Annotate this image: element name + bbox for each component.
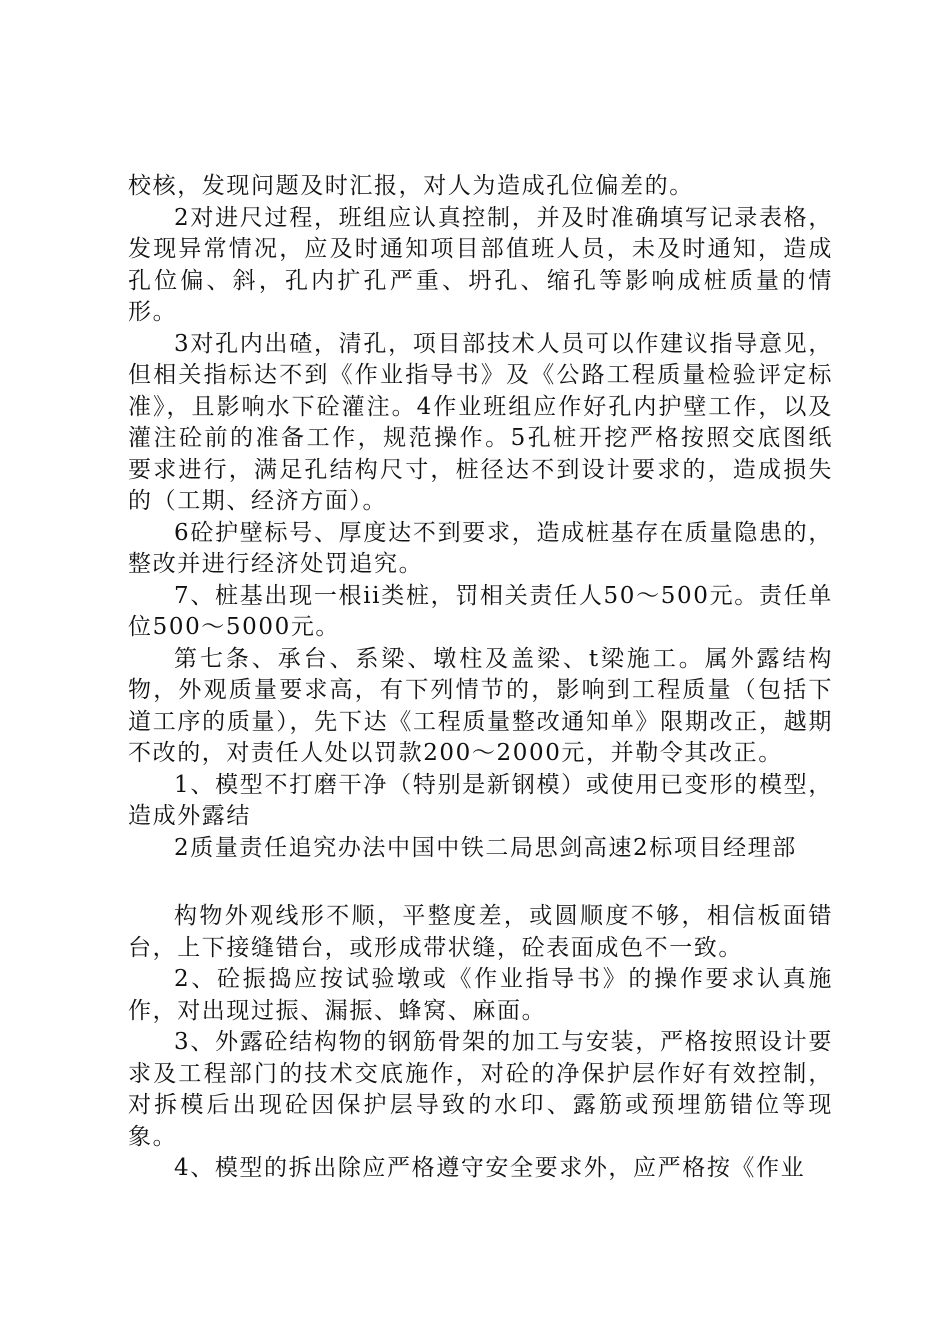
- paragraph: 2、砼振捣应按试验墩或《作业指导书》的操作要求认真施作，对出现过振、漏振、蜂窝、麻面。: [128, 966, 833, 1024]
- paragraph: 构物外观线形不顺，平整度差，或圆顺度不够，相信板面错台，上下接缝错台，或形成带状缝，砼表面成色不一致。: [128, 903, 833, 961]
- text-block-bottom: [128, 901, 833, 1185]
- paragraph: 3对孔内出碴，清孔，项目部技术人员可以作建议指导意见，但相关指标达不到《作业指导书》及《公路工程质量检验评定标准》，且影响水下砼灌注。4作业班组应作好孔内护壁工作，以及灌注砼前的准备工作，规范操作。5孔桩开挖严格按照交底图纸要求进行，满足孔结构尺寸，桩径达不到设计要求的，造成损失的（工期、经济方面）。: [128, 330, 833, 514]
- paragraph: 校核，发现问题及时汇报，对人为造成孔位偏差的。: [128, 173, 694, 199]
- paragraph: 第七条、承台、系梁、墩柱及盖梁、t梁施工。属外露结构物，外观质量要求高，有下列情节的，影响到工程质量（包括下道工序的质量），先下达《工程质量整改通知单》限期改正，越期不改的，对责任人处以罚款200～2000元，并勒令其改正。: [128, 645, 833, 766]
- text-block-top: [128, 171, 833, 864]
- paragraph: 6砼护壁标号、厚度达不到要求，造成桩基存在质量隐患的，整改并进行经济处罚追究。: [128, 519, 833, 577]
- paragraph: 7、桩基出现一根ii类桩，罚相关责任人50～500元。责任单位500～5000元。: [128, 582, 833, 640]
- paragraph: 3、外露砼结构物的钢筋骨架的加工与安装，严格按照设计要求及工程部门的技术交底施作，对砼的净保护层作好有效控制，对拆模后出现砼因保护层导致的水印、露筋或预埋筋错位等现象。: [128, 1029, 833, 1150]
- paragraph: 1、模型不打磨干净（特别是新钢模）或使用已变形的模型，造成外露结: [128, 771, 833, 829]
- paragraph: 4、模型的拆出除应严格遵守安全要求外，应严格按《作业: [174, 1155, 806, 1181]
- paragraph: 2对进尺过程，班组应认真控制，并及时准确填写记录表格，发现异常情况，应及时通知项目部值班人员，未及时通知，造成孔位偏、斜，孔内扩孔严重、坍孔、缩孔等影响成桩质量的情形。: [128, 204, 833, 325]
- page-footer: 2质量责任追究办法中国中铁二局思剑高速2标项目经理部: [174, 834, 797, 861]
